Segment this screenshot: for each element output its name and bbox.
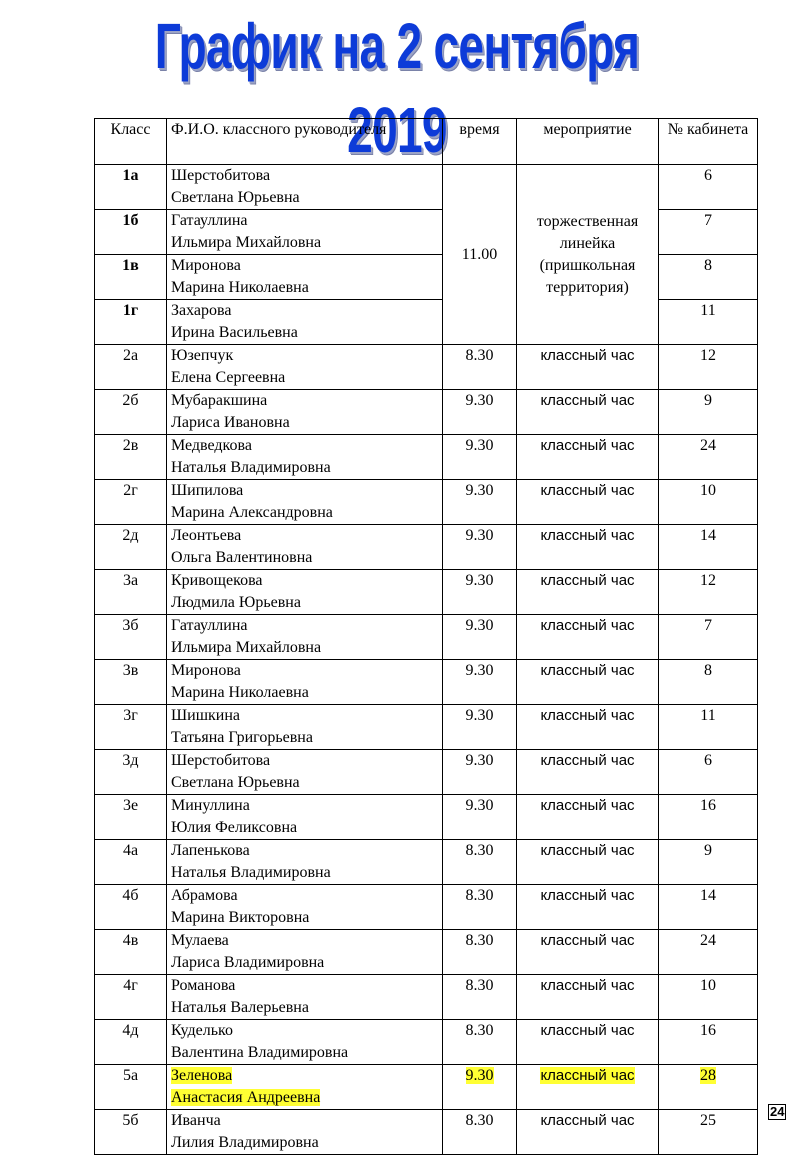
- teacher-cell: [167, 975, 443, 1020]
- room-value: 8: [704, 257, 712, 274]
- teacher-cell: [167, 480, 443, 525]
- event-value: классный час: [540, 572, 635, 589]
- table-row: [95, 300, 758, 345]
- teacher-cell: [167, 1110, 443, 1155]
- time-cell: [443, 570, 517, 615]
- teacher-cell: [167, 930, 443, 975]
- room-value: 12: [700, 572, 716, 589]
- class-cell: 1б: [95, 210, 167, 255]
- teacher-given-names: Юлия Феликсовна: [171, 819, 298, 836]
- teacher-given-names: Ильмира Михайловна: [171, 639, 322, 656]
- time-cell: [443, 840, 517, 885]
- table-row: [95, 255, 758, 300]
- time-cell: [443, 885, 517, 930]
- room-value: 24: [700, 932, 716, 949]
- teacher-surname: Захарова: [171, 302, 232, 319]
- time-cell: [443, 480, 517, 525]
- event-cell: [517, 840, 659, 885]
- teacher-cell: [167, 570, 443, 615]
- class-cell: 1а: [95, 165, 167, 210]
- teacher-given-names: Наталья Владимировна: [171, 864, 331, 881]
- time-value: 9.30: [465, 617, 494, 634]
- teacher-surname: Мулаева: [171, 932, 229, 949]
- time-value: 9.30: [465, 392, 494, 409]
- time-cell: [443, 1020, 517, 1065]
- teacher-surname: Иванча: [171, 1112, 221, 1129]
- table-row: [95, 210, 758, 255]
- time-value: 9.30: [465, 572, 494, 589]
- room-value: 7: [704, 617, 712, 634]
- room-value: 9: [704, 842, 712, 859]
- teacher-surname: Юзепчук: [171, 347, 234, 364]
- teacher-surname: Миронова: [171, 257, 241, 274]
- time-value: 9.30: [465, 437, 494, 454]
- teacher-surname: Шипилова: [171, 482, 244, 499]
- page-number: 24: [770, 1104, 785, 1119]
- class-cell: 2г: [95, 480, 167, 525]
- table-row: [95, 705, 758, 750]
- room-cell: [659, 525, 758, 570]
- teacher-given-names: Ирина Васильевна: [171, 324, 298, 341]
- teacher-surname: Шерстобитова: [171, 752, 271, 769]
- table-row: [95, 615, 758, 660]
- event-cell: [517, 345, 659, 390]
- teacher-surname: Шерстобитова: [171, 167, 271, 184]
- class-cell: 1в: [95, 255, 167, 300]
- time-value: 9.30: [465, 527, 494, 544]
- time-value: 8.30: [465, 887, 494, 904]
- room-value: 14: [700, 527, 716, 544]
- room-value: 8: [704, 662, 712, 679]
- teacher-cell: [167, 840, 443, 885]
- event-cell: [517, 1020, 659, 1065]
- room-value: 16: [700, 1022, 716, 1039]
- teacher-surname: Миронова: [171, 662, 241, 679]
- class-cell: 3г: [95, 705, 167, 750]
- class-cell: 2в: [95, 435, 167, 480]
- class-cell: 5б: [95, 1110, 167, 1155]
- time-cell: [443, 1065, 517, 1110]
- room-value: 6: [704, 752, 712, 769]
- teacher-given-names: Анастасия Андреевна: [171, 1089, 321, 1106]
- teacher-given-names: Валентина Владимировна: [171, 1044, 349, 1061]
- teacher-given-names: Лилия Владимировна: [171, 1134, 319, 1151]
- schedule-table: [94, 118, 758, 1155]
- teacher-cell: [167, 660, 443, 705]
- table-row: [95, 750, 758, 795]
- class-cell: 4г: [95, 975, 167, 1020]
- event-value: классный час: [540, 617, 635, 634]
- room-cell: [659, 165, 758, 210]
- event-cell: [517, 750, 659, 795]
- table-row: [95, 570, 758, 615]
- room-value: 11: [700, 302, 716, 319]
- room-cell: [659, 975, 758, 1020]
- room-value: 12: [700, 347, 716, 364]
- time-cell: [443, 750, 517, 795]
- teacher-surname: Гатауллина: [171, 212, 248, 229]
- table-body: [95, 165, 758, 1155]
- teacher-cell: [167, 210, 443, 255]
- class-cell: 3а: [95, 570, 167, 615]
- room-value: 16: [700, 797, 716, 814]
- event-cell: [517, 570, 659, 615]
- event-value: классный час: [540, 392, 635, 409]
- event-value: классный час: [540, 932, 635, 949]
- event-value: классный час: [540, 842, 635, 859]
- room-cell: [659, 615, 758, 660]
- room-cell: [659, 435, 758, 480]
- room-value: 24: [700, 437, 716, 454]
- class-cell: 2б: [95, 390, 167, 435]
- time-value: 9.30: [465, 482, 494, 499]
- class-cell: 2а: [95, 345, 167, 390]
- teacher-given-names: Лариса Владимировна: [171, 954, 325, 971]
- table-row: [95, 1020, 758, 1065]
- table-row: [95, 345, 758, 390]
- teacher-cell: [167, 1020, 443, 1065]
- teacher-cell: [167, 300, 443, 345]
- teacher-given-names: Марина Николаевна: [171, 279, 309, 296]
- teacher-cell: [167, 1065, 443, 1110]
- teacher-given-names: Ольга Валентиновна: [171, 549, 313, 566]
- event-cell: [517, 615, 659, 660]
- room-cell: [659, 930, 758, 975]
- class-cell: 3е: [95, 795, 167, 840]
- time-value: 9.30: [465, 707, 494, 724]
- room-value: 10: [700, 482, 716, 499]
- teacher-given-names: Елена Сергеевна: [171, 369, 286, 386]
- merged-time-cell: 11.00: [443, 165, 517, 345]
- room-cell: [659, 1065, 758, 1110]
- teacher-surname: Куделько: [171, 1022, 233, 1039]
- time-value: 8.30: [465, 932, 494, 949]
- room-cell: [659, 1020, 758, 1065]
- event-cell: [517, 480, 659, 525]
- table-row: [95, 525, 758, 570]
- teacher-given-names: Марина Викторовна: [171, 909, 310, 926]
- time-cell: [443, 615, 517, 660]
- teacher-given-names: Марина Александровна: [171, 504, 333, 521]
- room-cell: [659, 660, 758, 705]
- time-cell: [443, 1110, 517, 1155]
- table-row: [95, 480, 758, 525]
- table-row: [95, 390, 758, 435]
- time-cell: [443, 975, 517, 1020]
- class-cell: 4в: [95, 930, 167, 975]
- event-value: классный час: [540, 797, 635, 814]
- event-cell: [517, 975, 659, 1020]
- time-cell: [443, 435, 517, 480]
- teacher-given-names: Наталья Владимировна: [171, 459, 331, 476]
- teacher-given-names: Татьяна Григорьевна: [171, 729, 313, 746]
- teacher-surname: Гатауллина: [171, 617, 248, 634]
- class-cell: 3в: [95, 660, 167, 705]
- page-title: График на 2 сентября 2019: [154, 10, 640, 166]
- time-value: 9.30: [465, 797, 494, 814]
- table-row: [95, 1110, 758, 1155]
- teacher-given-names: Светлана Юрьевна: [171, 774, 300, 791]
- table-row: [95, 435, 758, 480]
- room-cell: [659, 1110, 758, 1155]
- class-cell: 5а: [95, 1065, 167, 1110]
- event-cell: [517, 525, 659, 570]
- teacher-cell: [167, 525, 443, 570]
- teacher-cell: [167, 390, 443, 435]
- event-value: классный час: [540, 1112, 635, 1129]
- room-cell: [659, 345, 758, 390]
- room-cell: [659, 795, 758, 840]
- time-cell: [443, 525, 517, 570]
- header-event: мероприятие: [517, 119, 659, 165]
- event-value: классный час: [540, 1067, 635, 1084]
- teacher-given-names: Ильмира Михайловна: [171, 234, 322, 251]
- teacher-cell: [167, 750, 443, 795]
- room-value: 6: [704, 167, 712, 184]
- time-value: 8.30: [465, 842, 494, 859]
- header-time: время: [443, 119, 517, 165]
- teacher-surname: Абрамова: [171, 887, 238, 904]
- teacher-given-names: Людмила Юрьевна: [171, 594, 301, 611]
- teacher-surname: Романова: [171, 977, 236, 994]
- time-cell: [443, 390, 517, 435]
- teacher-given-names: Марина Николаевна: [171, 684, 309, 701]
- teacher-surname: Мубаракшина: [171, 392, 268, 409]
- event-value: классный час: [540, 527, 635, 544]
- table-row: [95, 885, 758, 930]
- time-cell: [443, 795, 517, 840]
- event-cell: [517, 705, 659, 750]
- teacher-given-names: Лариса Ивановна: [171, 414, 290, 431]
- table-header-row: [95, 119, 758, 165]
- class-cell: 4б: [95, 885, 167, 930]
- teacher-given-names: Светлана Юрьевна: [171, 189, 300, 206]
- teacher-surname: Кривощекова: [171, 572, 263, 589]
- room-cell: [659, 210, 758, 255]
- teacher-cell: [167, 345, 443, 390]
- event-value: классный час: [540, 662, 635, 679]
- event-value: классный час: [540, 347, 635, 364]
- table-row: [95, 165, 758, 210]
- table-row: [95, 1065, 758, 1110]
- room-value: 9: [704, 392, 712, 409]
- class-cell: 2д: [95, 525, 167, 570]
- room-cell: [659, 255, 758, 300]
- teacher-surname: Леонтьева: [171, 527, 242, 544]
- teacher-cell: [167, 255, 443, 300]
- room-value: 10: [700, 977, 716, 994]
- time-cell: [443, 660, 517, 705]
- room-value: 25: [700, 1112, 716, 1129]
- event-value: классный час: [540, 707, 635, 724]
- class-cell: 1г: [95, 300, 167, 345]
- room-value: 14: [700, 887, 716, 904]
- table-row: [95, 795, 758, 840]
- room-value: 28: [700, 1067, 716, 1084]
- event-cell: [517, 930, 659, 975]
- time-value: 8.30: [465, 1022, 494, 1039]
- event-value: классный час: [540, 977, 635, 994]
- event-value: классный час: [540, 752, 635, 769]
- table-row: [95, 840, 758, 885]
- teacher-cell: [167, 165, 443, 210]
- table-row: [95, 975, 758, 1020]
- event-cell: [517, 795, 659, 840]
- teacher-cell: [167, 885, 443, 930]
- time-value: 9.30: [465, 752, 494, 769]
- class-cell: 4д: [95, 1020, 167, 1065]
- event-cell: [517, 1065, 659, 1110]
- header-room: № кабинета: [659, 119, 758, 165]
- table-row: [95, 930, 758, 975]
- room-cell: [659, 885, 758, 930]
- time-value: 8.30: [465, 347, 494, 364]
- time-cell: [443, 345, 517, 390]
- room-value: 11: [700, 707, 716, 724]
- event-cell: [517, 390, 659, 435]
- teacher-cell: [167, 435, 443, 480]
- event-value: классный час: [540, 1022, 635, 1039]
- teacher-surname: Медведкова: [171, 437, 252, 454]
- teacher-surname: Лапенькова: [171, 842, 250, 859]
- room-cell: [659, 390, 758, 435]
- class-cell: 4а: [95, 840, 167, 885]
- teacher-surname: Минуллина: [171, 797, 250, 814]
- class-cell: 3д: [95, 750, 167, 795]
- header-class: Класс: [95, 119, 167, 165]
- time-cell: [443, 705, 517, 750]
- time-value: 8.30: [465, 977, 494, 994]
- time-value: 9.30: [465, 1067, 494, 1084]
- teacher-given-names: Наталья Валерьевна: [171, 999, 309, 1016]
- header-teacher: Ф.И.О. классного руководителя: [167, 119, 443, 165]
- event-value: классный час: [540, 437, 635, 454]
- teacher-surname: Шишкина: [171, 707, 241, 724]
- class-cell: 3б: [95, 615, 167, 660]
- room-cell: [659, 570, 758, 615]
- teacher-surname: Зеленова: [171, 1067, 233, 1084]
- teacher-cell: [167, 705, 443, 750]
- event-cell: [517, 1110, 659, 1155]
- room-cell: [659, 705, 758, 750]
- event-cell: [517, 660, 659, 705]
- time-value: 9.30: [465, 662, 494, 679]
- event-value: классный час: [540, 887, 635, 904]
- room-cell: [659, 300, 758, 345]
- merged-event-cell: торжественная линейка (пришкольная территория): [517, 165, 659, 345]
- event-cell: [517, 435, 659, 480]
- event-cell: [517, 885, 659, 930]
- room-value: 7: [704, 212, 712, 229]
- time-cell: [443, 930, 517, 975]
- teacher-cell: [167, 615, 443, 660]
- time-value: 8.30: [465, 1112, 494, 1129]
- room-cell: [659, 480, 758, 525]
- event-value: классный час: [540, 482, 635, 499]
- room-cell: [659, 750, 758, 795]
- table-row: [95, 660, 758, 705]
- room-cell: [659, 840, 758, 885]
- teacher-cell: [167, 795, 443, 840]
